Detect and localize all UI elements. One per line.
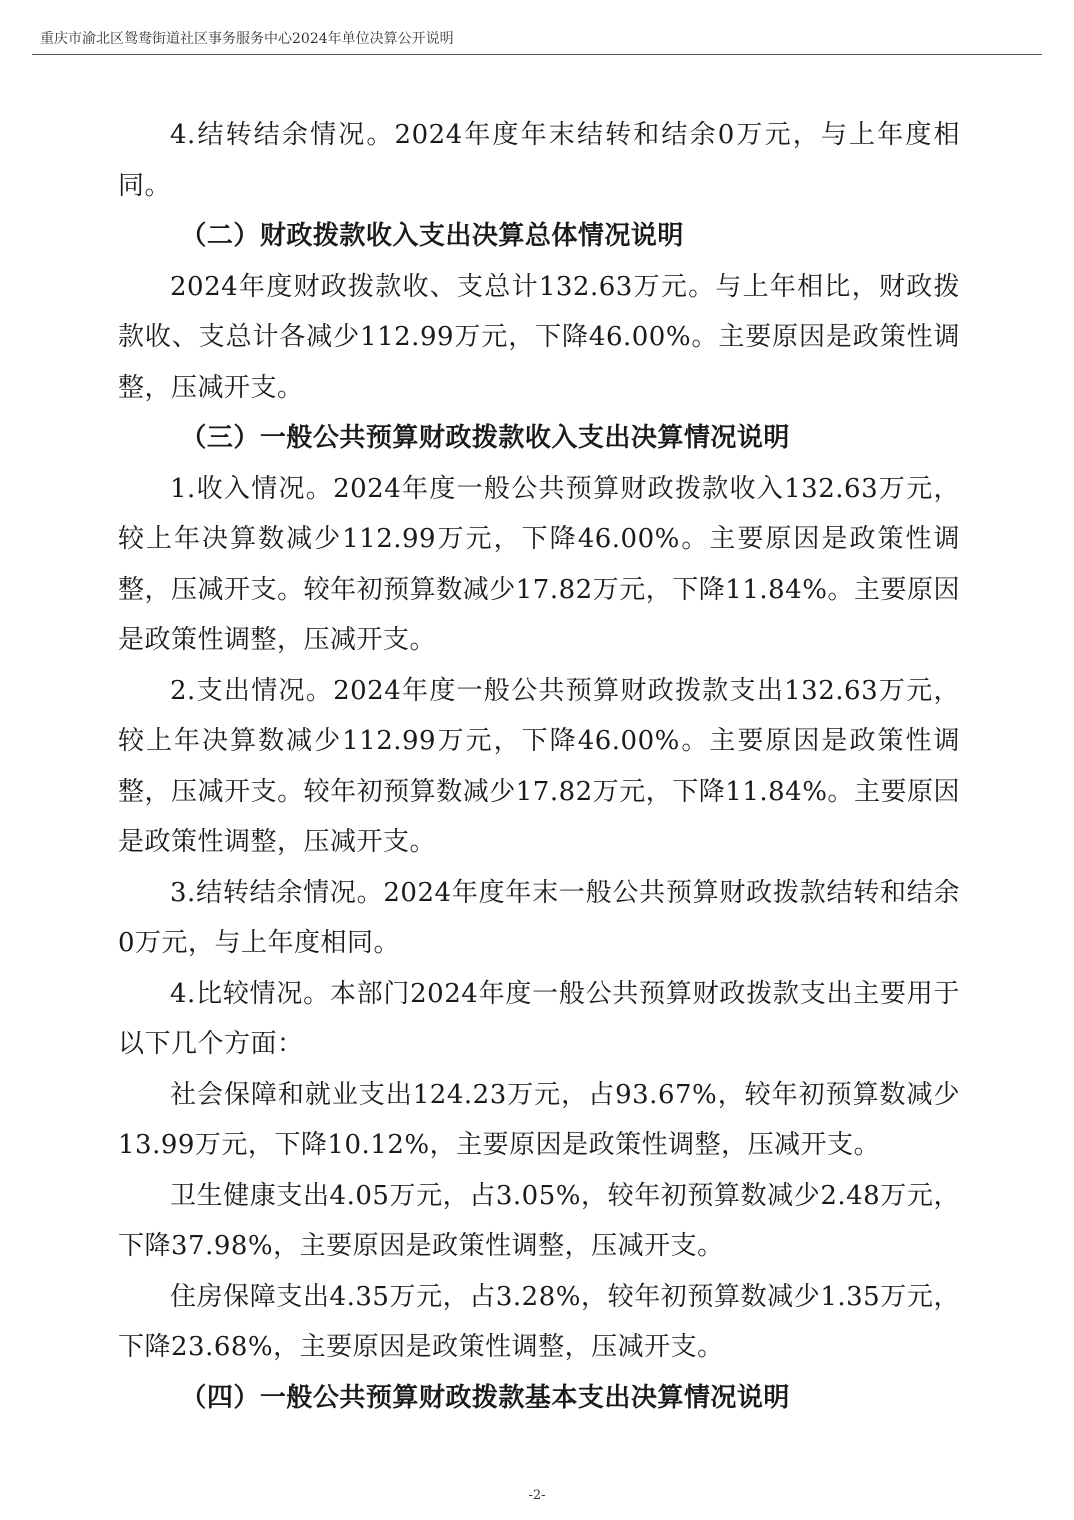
paragraph-housing: 住房保障支出4.35万元，占3.28%，较年初预算数减少1.35万元，下降23.68%，主要原因是政策性调整，压减开支。: [118, 1281, 960, 1362]
paragraph-health: 卫生健康支出4.05万元，占3.05%，较年初预算数减少2.48万元，下降37.98%，主要原因是政策性调整，压减开支。: [118, 1180, 960, 1261]
document-body: [118, 110, 960, 1423]
paragraph-expense: 2.支出情况。2024年度一般公共预算财政拨款支出132.63万元，较上年决算数减少112.99万元，下降46.00%。主要原因是政策性调整，压减开支。较年初预算数减少17.82万元，下降11.84%。主要原因是政策性调整，压减开支。: [118, 675, 960, 857]
paragraph-income: 1.收入情况。2024年度一般公共预算财政拨款收入132.63万元，较上年决算数减少112.99万元，下降46.00%。主要原因是政策性调整，压减开支。较年初预算数减少17.82万元，下降11.84%。主要原因是政策性调整，压减开支。: [118, 473, 960, 655]
running-header: 重庆市渝北区鸳鸯街道社区事务服务中心2024年单位决算公开说明: [40, 31, 454, 47]
section-heading-2: （二）财政拨款收入支出决算总体情况说明: [180, 221, 684, 251]
page-number: -2-: [528, 1488, 546, 1503]
paragraph-fiscal-total: 2024年度财政拨款收、支总计132.63万元。与上年相比，财政拨款收、支总计各减少112.99万元，下降46.00%。主要原因是政策性调整，压减开支。: [118, 271, 960, 403]
paragraph-social-security: 社会保障和就业支出124.23万元，占93.67%，较年初预算数减少13.99万元，下降10.12%，主要原因是政策性调整，压减开支。: [118, 1079, 960, 1160]
section-heading-3: （三）一般公共预算财政拨款收入支出决算情况说明: [180, 423, 790, 453]
header-divider: [32, 54, 1042, 55]
paragraph-carryover-balance: 4.结转结余情况。2024年度年末结转和结余0万元，与上年度相同。: [118, 120, 960, 201]
paragraph-comparison: 4.比较情况。本部门2024年度一般公共预算财政拨款支出主要用于以下几个方面：: [118, 978, 960, 1059]
section-heading-4: （四）一般公共预算财政拨款基本支出决算情况说明: [180, 1382, 790, 1413]
paragraph-gp-carryover: 3.结转结余情况。2024年度年末一般公共预算财政拨款结转和结余0万元，与上年度相同。: [118, 877, 960, 958]
